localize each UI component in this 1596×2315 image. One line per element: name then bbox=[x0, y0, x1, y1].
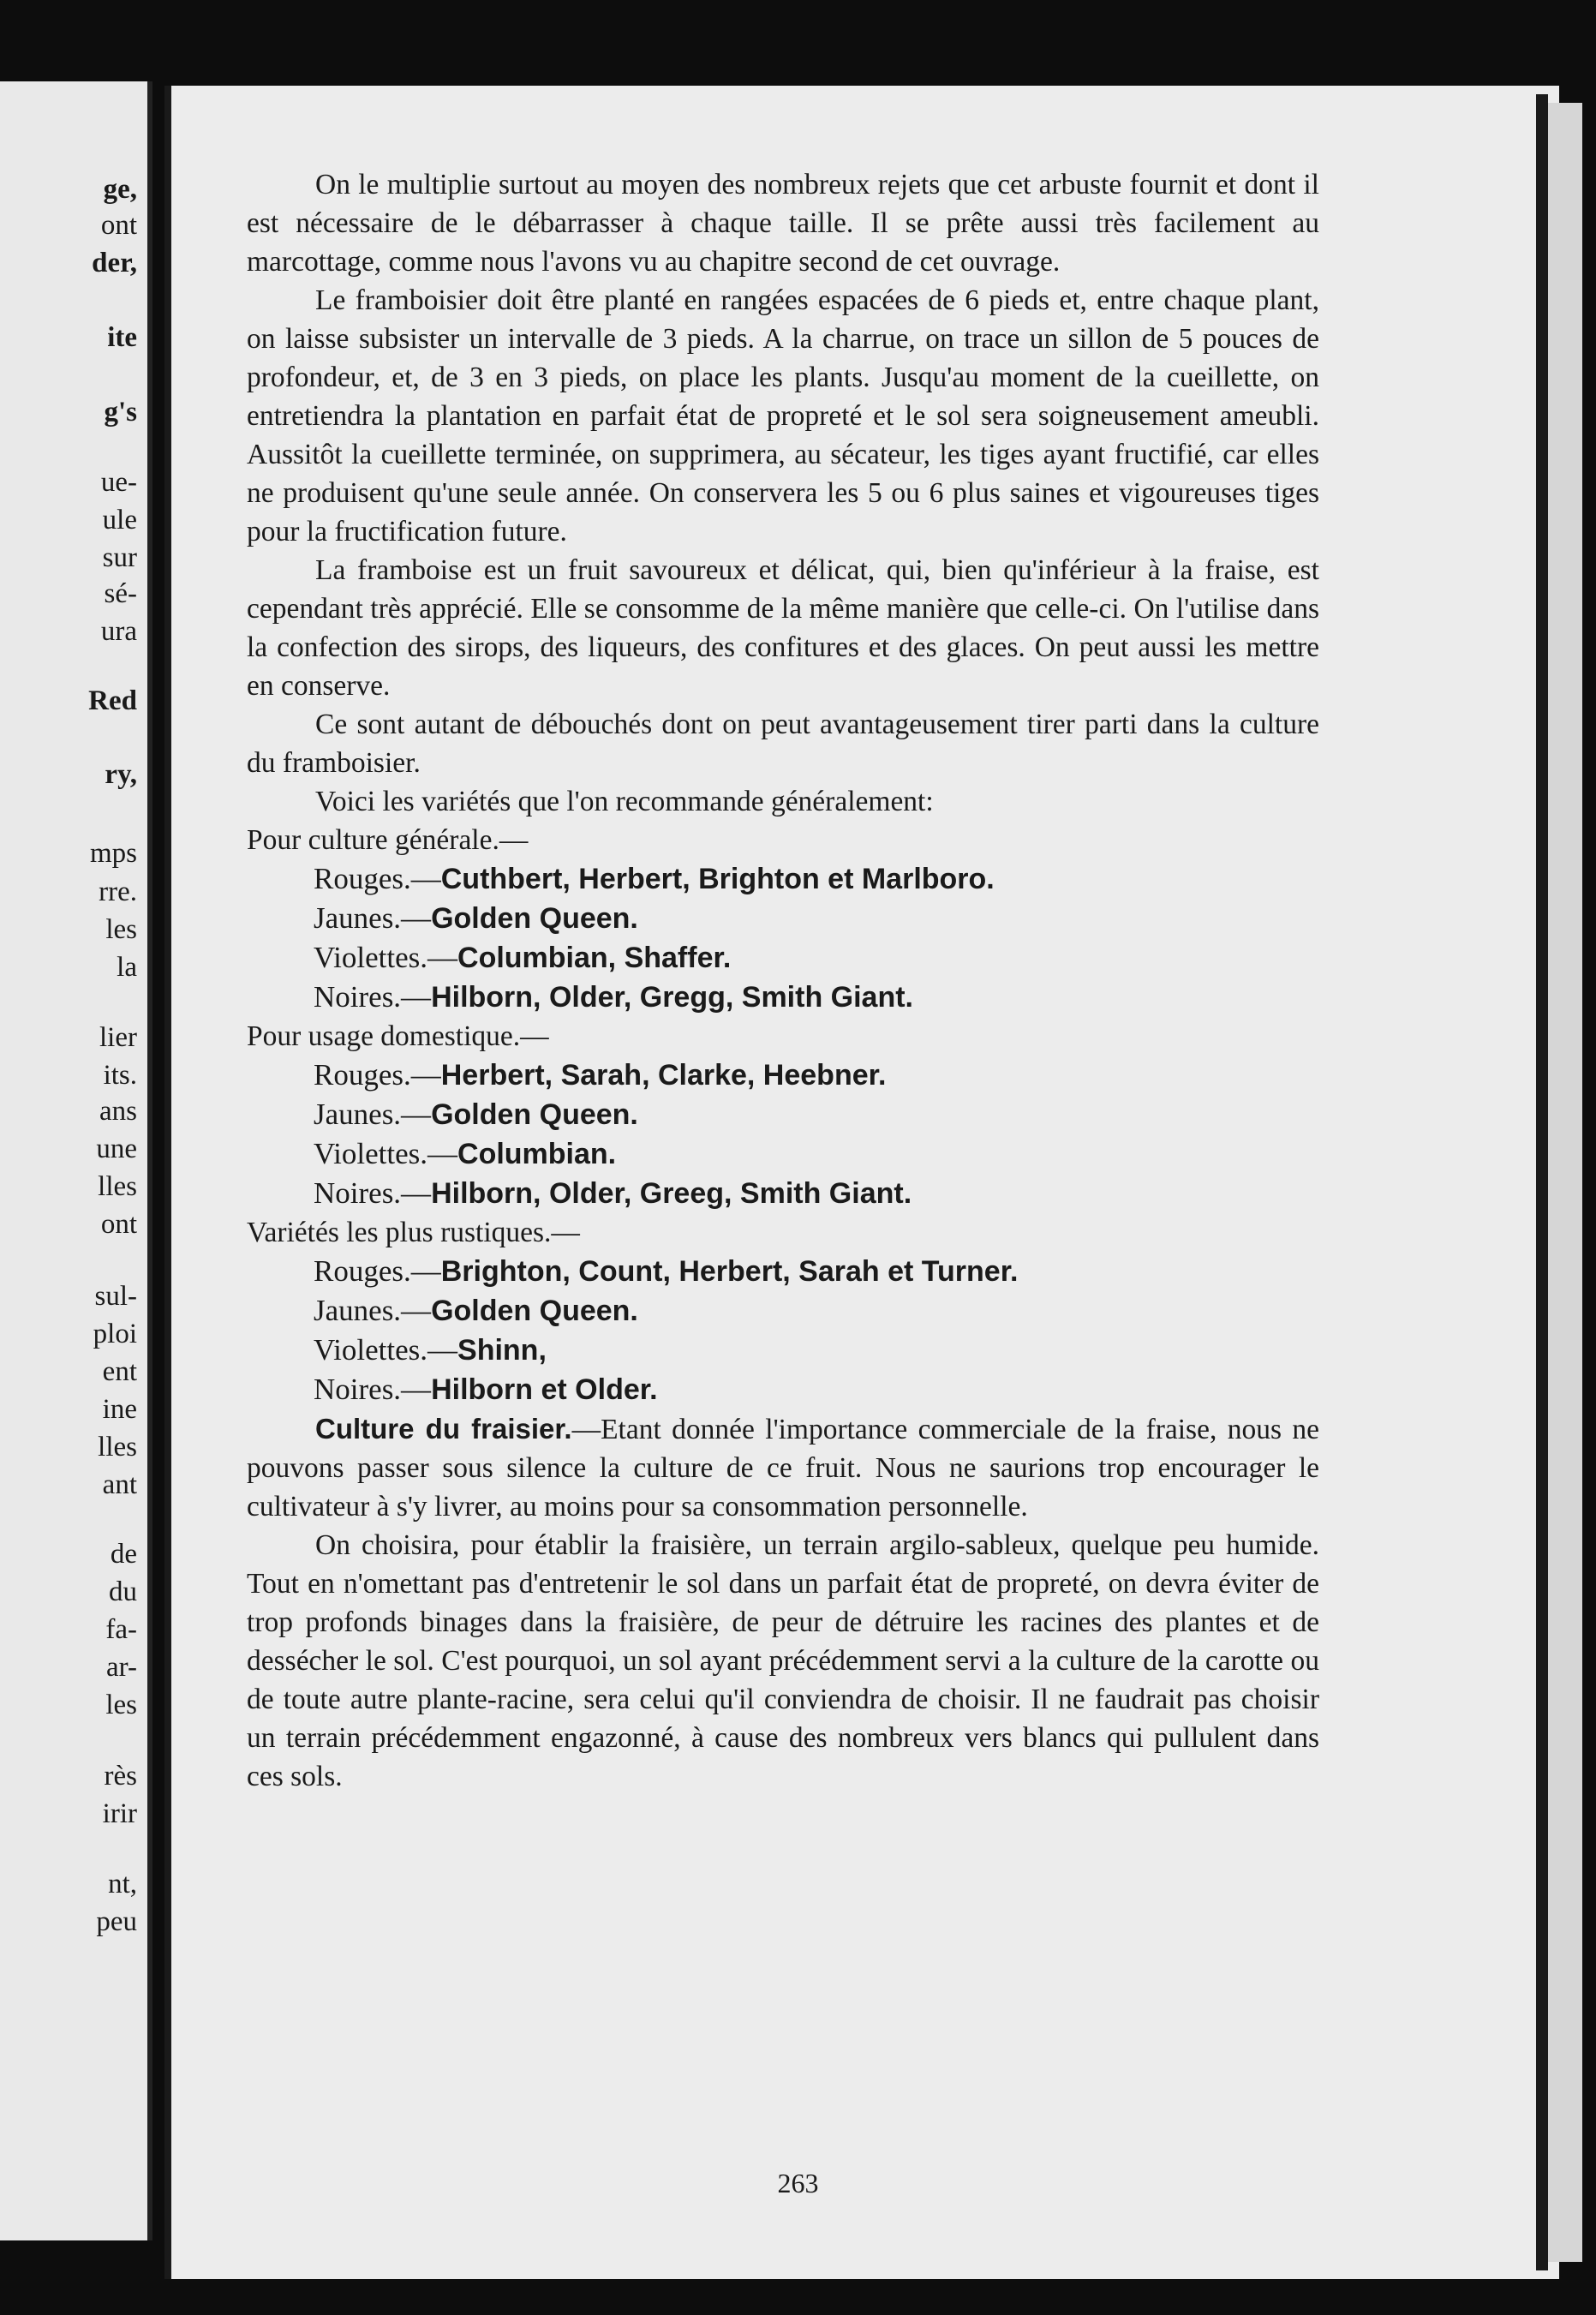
variety-line bbox=[247, 1370, 1319, 1409]
left-page-fragment: mps bbox=[89, 838, 137, 869]
variety-line bbox=[247, 1252, 1319, 1291]
variety-color-label: Noires.— bbox=[314, 980, 432, 1014]
variety-line bbox=[247, 1095, 1319, 1134]
paragraph-debouches: Ce sont autant de débouchés dont on peut avantageusement tirer parti dans la culture du framboisier. bbox=[247, 709, 1319, 779]
variety-group-title: Pour usage domestique.— bbox=[247, 1020, 549, 1052]
variety-names: Golden Queen. bbox=[431, 1098, 638, 1131]
left-page-fragment: les bbox=[105, 1690, 137, 1720]
left-page-fragment: ant bbox=[102, 1469, 137, 1500]
left-page-fragment: fa- bbox=[105, 1614, 137, 1645]
variety-line bbox=[247, 938, 1319, 978]
variety-color-label: Jaunes.— bbox=[314, 1098, 432, 1131]
paragraph-multiplication: On le multiplie surtout au moyen des nombreux rejets que cet arbuste fournit et dont il est nécessaire de le débarrasser à chaque taille. Il se prête aussi très facilement au marcottage, comme nous l'avons vu au chapitre second de cet ouvrage. bbox=[247, 169, 1319, 278]
page-binding-edge bbox=[1536, 94, 1548, 2270]
variety-color-label: Noires.— bbox=[314, 1176, 432, 1210]
left-page-fragment: sé- bbox=[104, 578, 137, 609]
page-body bbox=[247, 165, 1319, 1796]
paragraph-framboise: La framboise est un fruit savoureux et délicat, qui, bien qu'inférieur à la fraise, est cependant très apprécié. Elle se consomme de la même manière que celle-ci. On l'utilise dans la confection des sirops, des liqueurs, des confitures et des glaces. On peut aussi les mettre en conserve. bbox=[247, 554, 1319, 702]
left-page-fragment: ont bbox=[100, 1209, 137, 1240]
fraisier-intro-text: —Etant donnée l'importance commerciale de la fraise, nous ne pouvons passer sous silence la culture de ce fruit. Nous ne saurions trop encourager le cultivateur à s'y livrer, au moins pour sa consommation personnelle. bbox=[247, 1414, 1319, 1522]
variety-color-label: Violettes.— bbox=[314, 1137, 458, 1170]
left-page-fragment: ans bbox=[99, 1096, 137, 1127]
variety-color-label: Violettes.— bbox=[314, 941, 458, 974]
variety-names: Hilborn, Older, Greeg, Smith Giant. bbox=[431, 1177, 912, 1210]
left-page-fragment: ent bbox=[102, 1356, 137, 1387]
variety-line bbox=[247, 1056, 1319, 1095]
left-page-fragment: du bbox=[109, 1576, 137, 1607]
variety-color-label: Rouges.— bbox=[314, 1058, 441, 1092]
paragraph-fraisiere-terrain: On choisira, pour établir la fraisière, un terrain argilo-sableux, quelque peu humide. Tout en n'omettant pas d'entretenir le sol dans un parfait état de propreté, on devra éviter de trop profonds binages dans la fraisière, de peur de détruire les racines des plantes et de dessécher le sol. C'est pourquoi, un sol ayant précédemment servi a la culture de la carotte ou de toute autre plante-racine, sera celui qu'il conviendra de choisir. Il ne faudrait pas choisir un terrain précédemment engazonné, à cause des nombreux vers blancs qui pullulent dans ces sols. bbox=[247, 1529, 1319, 1792]
left-page-fragment: Red bbox=[88, 685, 137, 716]
variety-names: Brighton, Count, Herbert, Sarah et Turner. bbox=[440, 1255, 1019, 1288]
left-page-fragment: ploi bbox=[93, 1319, 137, 1349]
left-page-fragment: der, bbox=[92, 248, 137, 278]
variety-list bbox=[247, 821, 1319, 1409]
paragraph-plantation: Le framboisier doit être planté en rangées espacées de 6 pieds et, entre chaque plant, on laisse subsister un intervalle de 3 pieds. A la charrue, on trace un sillon de 5 pouces de profondeur, et, de 3 en 3 pieds, on place les plants. Jusqu'au moment de la cueillette, on entretiendra la plantation en parfait état de propreté et le sol sera soigneusement ameubli. Aussitôt la cueillette terminée, on supprimera, au sécateur, les tiges ayant fructifié, car elles ne produisent qu'une seule année. On conservera les 5 ou 6 plus saines et vigoureuses tiges pour la fructification future. bbox=[247, 284, 1319, 547]
variety-group-title: Variétés les plus rustiques.— bbox=[247, 1217, 580, 1248]
left-page-fragment: les bbox=[105, 914, 137, 945]
variety-line bbox=[247, 859, 1319, 899]
left-page-fragment: ura bbox=[100, 616, 137, 647]
variety-group-title: Pour culture générale.— bbox=[247, 824, 529, 856]
left-page-fragment: sur bbox=[102, 542, 137, 573]
section-heading: Culture du fraisier. bbox=[315, 1413, 572, 1445]
variety-line bbox=[247, 1291, 1319, 1331]
left-page-fragment: rès bbox=[104, 1761, 137, 1792]
variety-color-label: Jaunes.— bbox=[314, 1294, 432, 1327]
left-page-fragment: lles bbox=[98, 1432, 137, 1463]
variety-line bbox=[247, 978, 1319, 1017]
variety-color-label: Rouges.— bbox=[314, 1254, 441, 1288]
variety-names: Columbian, Shaffer. bbox=[457, 942, 732, 974]
paragraph-fraisier-intro bbox=[247, 1409, 1319, 1526]
left-page-fragment: ont bbox=[100, 210, 137, 241]
left-page-fragment: rre. bbox=[99, 876, 137, 907]
left-page-fragment: lles bbox=[98, 1171, 137, 1202]
left-page-fragment: g's bbox=[104, 397, 137, 428]
left-page-fragment: ry, bbox=[105, 759, 137, 790]
variety-color-label: Violettes.— bbox=[314, 1333, 458, 1367]
variety-names: Cuthbert, Herbert, Brighton et Marlboro. bbox=[440, 863, 995, 895]
variety-color-label: Noires.— bbox=[314, 1373, 432, 1406]
variety-line bbox=[247, 1331, 1319, 1370]
variety-names: Shinn, bbox=[457, 1334, 547, 1367]
previous-page-edge bbox=[0, 81, 152, 2240]
variety-names: Golden Queen. bbox=[431, 902, 638, 935]
left-page-fragment: ule bbox=[102, 505, 137, 535]
left-page-fragment: ge, bbox=[103, 174, 137, 205]
left-page-fragment: ar- bbox=[106, 1652, 137, 1683]
left-page-fragment: nt, bbox=[108, 1869, 137, 1899]
variety-line bbox=[247, 1174, 1319, 1213]
left-page-fragment: irir bbox=[102, 1798, 137, 1829]
variety-names: Herbert, Sarah, Clarke, Heebner. bbox=[440, 1059, 887, 1092]
variety-names: Golden Queen. bbox=[431, 1295, 638, 1327]
left-page-fragment: la bbox=[117, 952, 137, 983]
page-number: 263 bbox=[777, 2168, 819, 2198]
left-page-fragment: peu bbox=[96, 1906, 137, 1937]
variety-names: Hilborn, Older, Gregg, Smith Giant. bbox=[431, 981, 914, 1014]
left-page-fragment: sul- bbox=[94, 1281, 137, 1312]
left-page-fragment: ue- bbox=[100, 467, 137, 498]
left-page-fragment: its. bbox=[103, 1060, 137, 1091]
left-page-fragment: ine bbox=[102, 1394, 137, 1425]
variety-color-label: Jaunes.— bbox=[314, 901, 432, 935]
next-page-edge bbox=[1548, 103, 1582, 2262]
left-page-fragment: lier bbox=[99, 1022, 137, 1053]
left-page-fragment: de bbox=[110, 1539, 137, 1570]
variety-names: Columbian. bbox=[457, 1138, 617, 1170]
left-page-fragment: une bbox=[96, 1134, 137, 1164]
paragraph-varietes-intro: Voici les variétés que l'on recommande généralement: bbox=[315, 786, 934, 817]
variety-line bbox=[247, 899, 1319, 938]
left-page-fragment: ite bbox=[107, 322, 137, 353]
variety-color-label: Rouges.— bbox=[314, 862, 441, 895]
variety-names: Hilborn et Older. bbox=[431, 1373, 658, 1406]
variety-line bbox=[247, 1134, 1319, 1174]
